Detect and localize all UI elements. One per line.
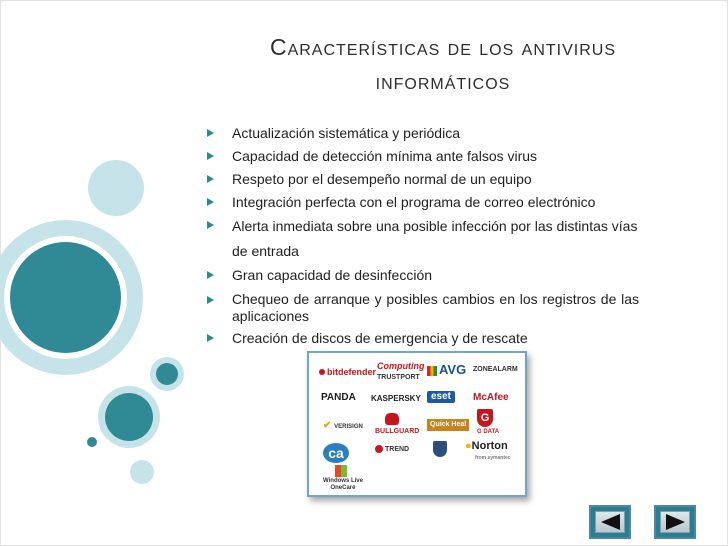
arrow-bullet-icon: [207, 129, 214, 137]
bullguard-logo: BULLGUARD: [375, 413, 419, 437]
quickheal-logo: Quick Heal: [427, 419, 469, 431]
arrow-bullet-icon: [207, 271, 214, 279]
avg-logo: AVG: [427, 365, 466, 376]
norton-logo: ●Norton: [465, 440, 508, 452]
previous-slide-button[interactable]: [589, 505, 631, 539]
deco-circle-mid: [105, 393, 153, 441]
list-item: Chequeo de arranque y posibles cambios en los registros de las aplicaciones: [207, 287, 639, 327]
eset-logo: eset: [427, 391, 455, 403]
arrow-bullet-icon: [207, 296, 214, 304]
deco-circle-top: [88, 160, 144, 216]
panda-logo: PANDA: [321, 392, 356, 403]
feature-list: [207, 122, 639, 350]
trend-logo: TREND: [375, 445, 409, 455]
arrow-bullet-icon: [207, 152, 214, 160]
arrow-bullet-icon: [207, 175, 214, 183]
deco-circle-large: [10, 242, 121, 353]
ecomputing-logo: Computing: [377, 361, 425, 371]
list-item: Actualización sistemática y periódica: [207, 122, 639, 145]
slide-title: [218, 30, 668, 98]
ca-logo: ca: [323, 443, 349, 463]
arrow-bullet-icon: [207, 198, 214, 206]
list-item: Respeto por el desempeño normal de un equipo: [207, 168, 639, 191]
gdata-logo: G G DATA: [477, 409, 499, 437]
mcafee-logo: McAfee: [473, 392, 509, 403]
list-item: Gran capacidad de desinfección: [207, 264, 639, 287]
bitdefender-logo: bitdefender: [319, 367, 376, 377]
deco-circle-small: [156, 363, 178, 385]
shield-logo: [433, 441, 447, 457]
arrow-bullet-icon: [207, 334, 214, 342]
zonealarm-logo: ZONEALARM: [473, 366, 518, 373]
kaspersky-logo: KASPERSKY: [371, 394, 421, 403]
norton-sub-logo: from symantec: [475, 455, 511, 461]
arrow-right-icon: [656, 507, 694, 537]
next-slide-button[interactable]: [654, 505, 696, 539]
title-line-1: Características de los antivirus: [269, 34, 617, 60]
antivirus-logos-image: [307, 351, 527, 497]
list-item: Alerta inmediata sobre una posible infección por las distintas vías de entrada: [207, 214, 639, 264]
trustport-logo: TRUSTPORT: [377, 374, 420, 381]
list-item: Creación de discos de emergencia y de rescate: [207, 327, 639, 350]
deco-circle-dot: [87, 437, 97, 447]
verisign-logo: ✔ VERISIGN: [323, 420, 363, 431]
arrow-bullet-icon: [207, 221, 214, 229]
windows-live-logo: Windows Live OneCare: [323, 465, 363, 492]
list-item: Capacidad de detección mínima ante falsos virus: [207, 145, 639, 168]
arrow-left-icon: [591, 507, 629, 537]
list-item: Integración perfecta con el programa de correo electrónico: [207, 191, 639, 214]
deco-circle-bottom: [130, 460, 154, 484]
title-line-2: informáticos: [375, 68, 511, 94]
